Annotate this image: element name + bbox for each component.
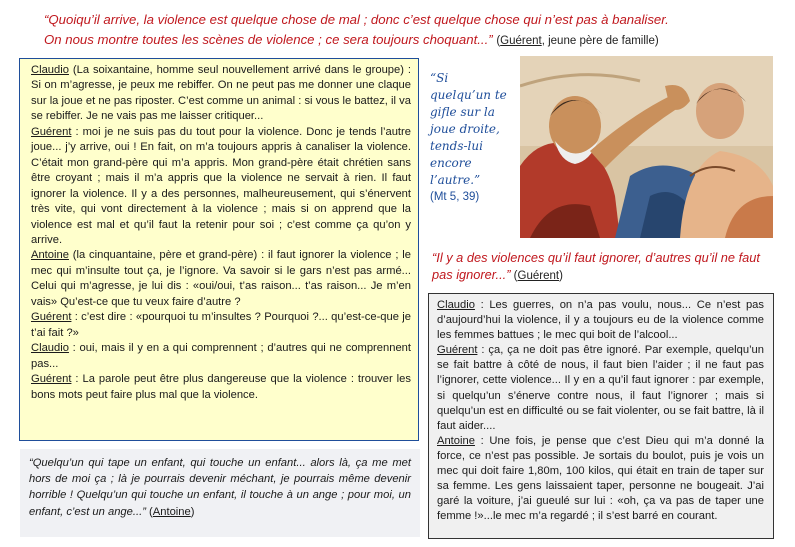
attr-name: Guérent — [500, 35, 542, 47]
top-quote-line2: On nous montre toutes les scènes de violence ; ce sera toujours choquant...” — [44, 32, 493, 47]
child-quote-text: “Quelqu’un qui tape un enfant, qui touche un enfant... alors là, ça me met hors de moi ça ; là je pourrais devenir méchant, je pourrais même devenir horrible ! Quelqu’un qui touche un enfant, il touche à un ange ; pour moi, un enfant, c’est un ange...” — [29, 457, 411, 518]
dialog-text: (la cinquantaine, père et grand-père) : il faut ignorer la violence ; le mec qui m’insulte tout ça, je l’ignore. Va savoir si le gars n’est pas armé... Celui qui m’agresse, je lui dis : «oui/oui, t’as raison... t’as raison... Je m’en vais» Qu’est-ce que tu veux faire d’autre ? — [31, 249, 411, 308]
dialog-box-left — [19, 58, 419, 441]
dialog-entry — [31, 125, 411, 249]
attr-open: ( — [496, 35, 501, 47]
scripture-reference: (Mt 5, 39) — [430, 191, 480, 203]
dialog-text: : ça, ça ne doit pas être ignoré. Par exemple, quelqu’un se fait battre à côté de nous, il faut bien l’aider ; il ne faut pas l’ignorer, cette violence... Il y en a qu’il faut ignorer : par exemple, si quelqu’un s’énerve contre nous, il faut l’ignorer ; mais si quelqu’un est en difficulté ou se fait violenter, ou se fait battre, là il faut aider.... — [437, 344, 764, 432]
dialog-entry — [31, 248, 411, 310]
speaker-name: Guérent — [31, 373, 72, 386]
scripture-text: “Si quelqu’un te gifle sur la joue droite, tends-lui encore l’autre.” — [430, 71, 507, 187]
dialog-entry — [437, 343, 764, 434]
speaker-name: Guérent — [437, 344, 478, 357]
dialog-text: : oui, mais il y en a qui comprennent ; d’autres qui ne comprennent pas... — [31, 342, 411, 370]
ignore-violence-quote — [432, 249, 777, 285]
speaker-name: Claudio — [437, 299, 475, 311]
dialog-entry — [31, 372, 411, 403]
child-quote — [20, 449, 420, 537]
speaker-name: Claudio — [31, 342, 69, 355]
dialog-text: : Les guerres, on n’a pas voulu, nous... Ce n’est pas d’aujourd’hui la violence, il y a toujours eu de la violence comme les femmes battues ; le mec qui boit de l’alcool... — [437, 299, 764, 342]
dialog-text: : La parole peut être plus dangereuse que la violence : trouver les bons mots peut faire plus mal que la violence. — [31, 373, 411, 401]
attr-close: ) — [559, 270, 563, 282]
top-quote-line1: “Quoiqu’il arrive, la violence est quelque chose de mal ; donc c’est quelque chose qui n’est pas à banaliser. — [44, 12, 669, 27]
dialog-entry — [31, 341, 411, 372]
attr-close: ) — [190, 505, 195, 518]
dialog-entry — [437, 434, 764, 525]
dialog-box-right — [428, 293, 774, 539]
speaker-name: Guérent — [31, 125, 72, 138]
attr-open: ( — [510, 270, 518, 282]
child-quote-author: Antoine — [152, 505, 191, 518]
dialog-entry — [437, 298, 764, 343]
scripture-quote — [430, 70, 512, 206]
dialog-text: (La soixantaine, homme seul nouvellement arrivé dans le groupe) : Si on m’agresse, je peux me rebiffer. On ne peut pas me donner une claque sur la joue et ne pas riposter. C’est comme un animal : si vous le battez, il va se rebiffer. Je ne vais pas me laisser critiquer... — [31, 64, 411, 123]
speaker-name: Guérent — [31, 311, 72, 324]
dialog-entry — [31, 63, 411, 125]
attr-rest: , jeune père de famille) — [541, 35, 659, 47]
dialog-entry — [31, 310, 411, 341]
ignore-violence-text: “Il y a des violences qu’il faut ignorer, d’autres qu’il ne faut pas ignorer...” — [432, 250, 760, 282]
dialog-text: : moi je ne suis pas du tout pour la violence. Donc je tends l’autre joue... j’y arrive, oui ! En fait, on m’a toujours appris à canaliser la violence. C’était mon grand-père qui m’a appris. Mon grand-père était chrétien sans être croyant ; mais il m’a appris que la violence ne servait à rien. Il faut ignorer la violence. Il y a des personnes, malheureusement, qui s’énervent très vite, qui vont directement à la violence ; mais si on apprend que la violence est mal et qu’il faut la retenir pour soi ; c’est comme ça qu’on y arrive. — [31, 125, 411, 246]
dialog-text: : c’est dire : «pourquoi tu m’insultes ? Pourquoi ?... qu’est-ce-que je t’ai fait ?» — [31, 311, 411, 339]
attr-open: ( — [145, 505, 153, 518]
painting-illustration — [520, 56, 773, 238]
dialog-text: : Une fois, je pense que c’est Dieu qui m’a donné la force, ce n’est pas possible. Je sortais du boulot, puis je vois un mec qui doit faire 1,80m, 100 kilos, qui était en train de taper sur sa femme. Les gens laissaient taper, personne ne bougeait. J’ai garé la voiture, j’ai gueulé sur lui : «oh, ça va pas de taper une femme !»...le mec m’a regardé ; il s’est barré en courant. — [437, 434, 764, 523]
top-quote-attribution — [496, 35, 658, 47]
ignore-violence-author: Guérent — [517, 270, 560, 282]
speaker-name: Claudio — [31, 64, 69, 76]
speaker-name: Antoine — [31, 249, 69, 262]
speaker-name: Antoine — [437, 434, 475, 447]
top-quote — [44, 10, 784, 51]
